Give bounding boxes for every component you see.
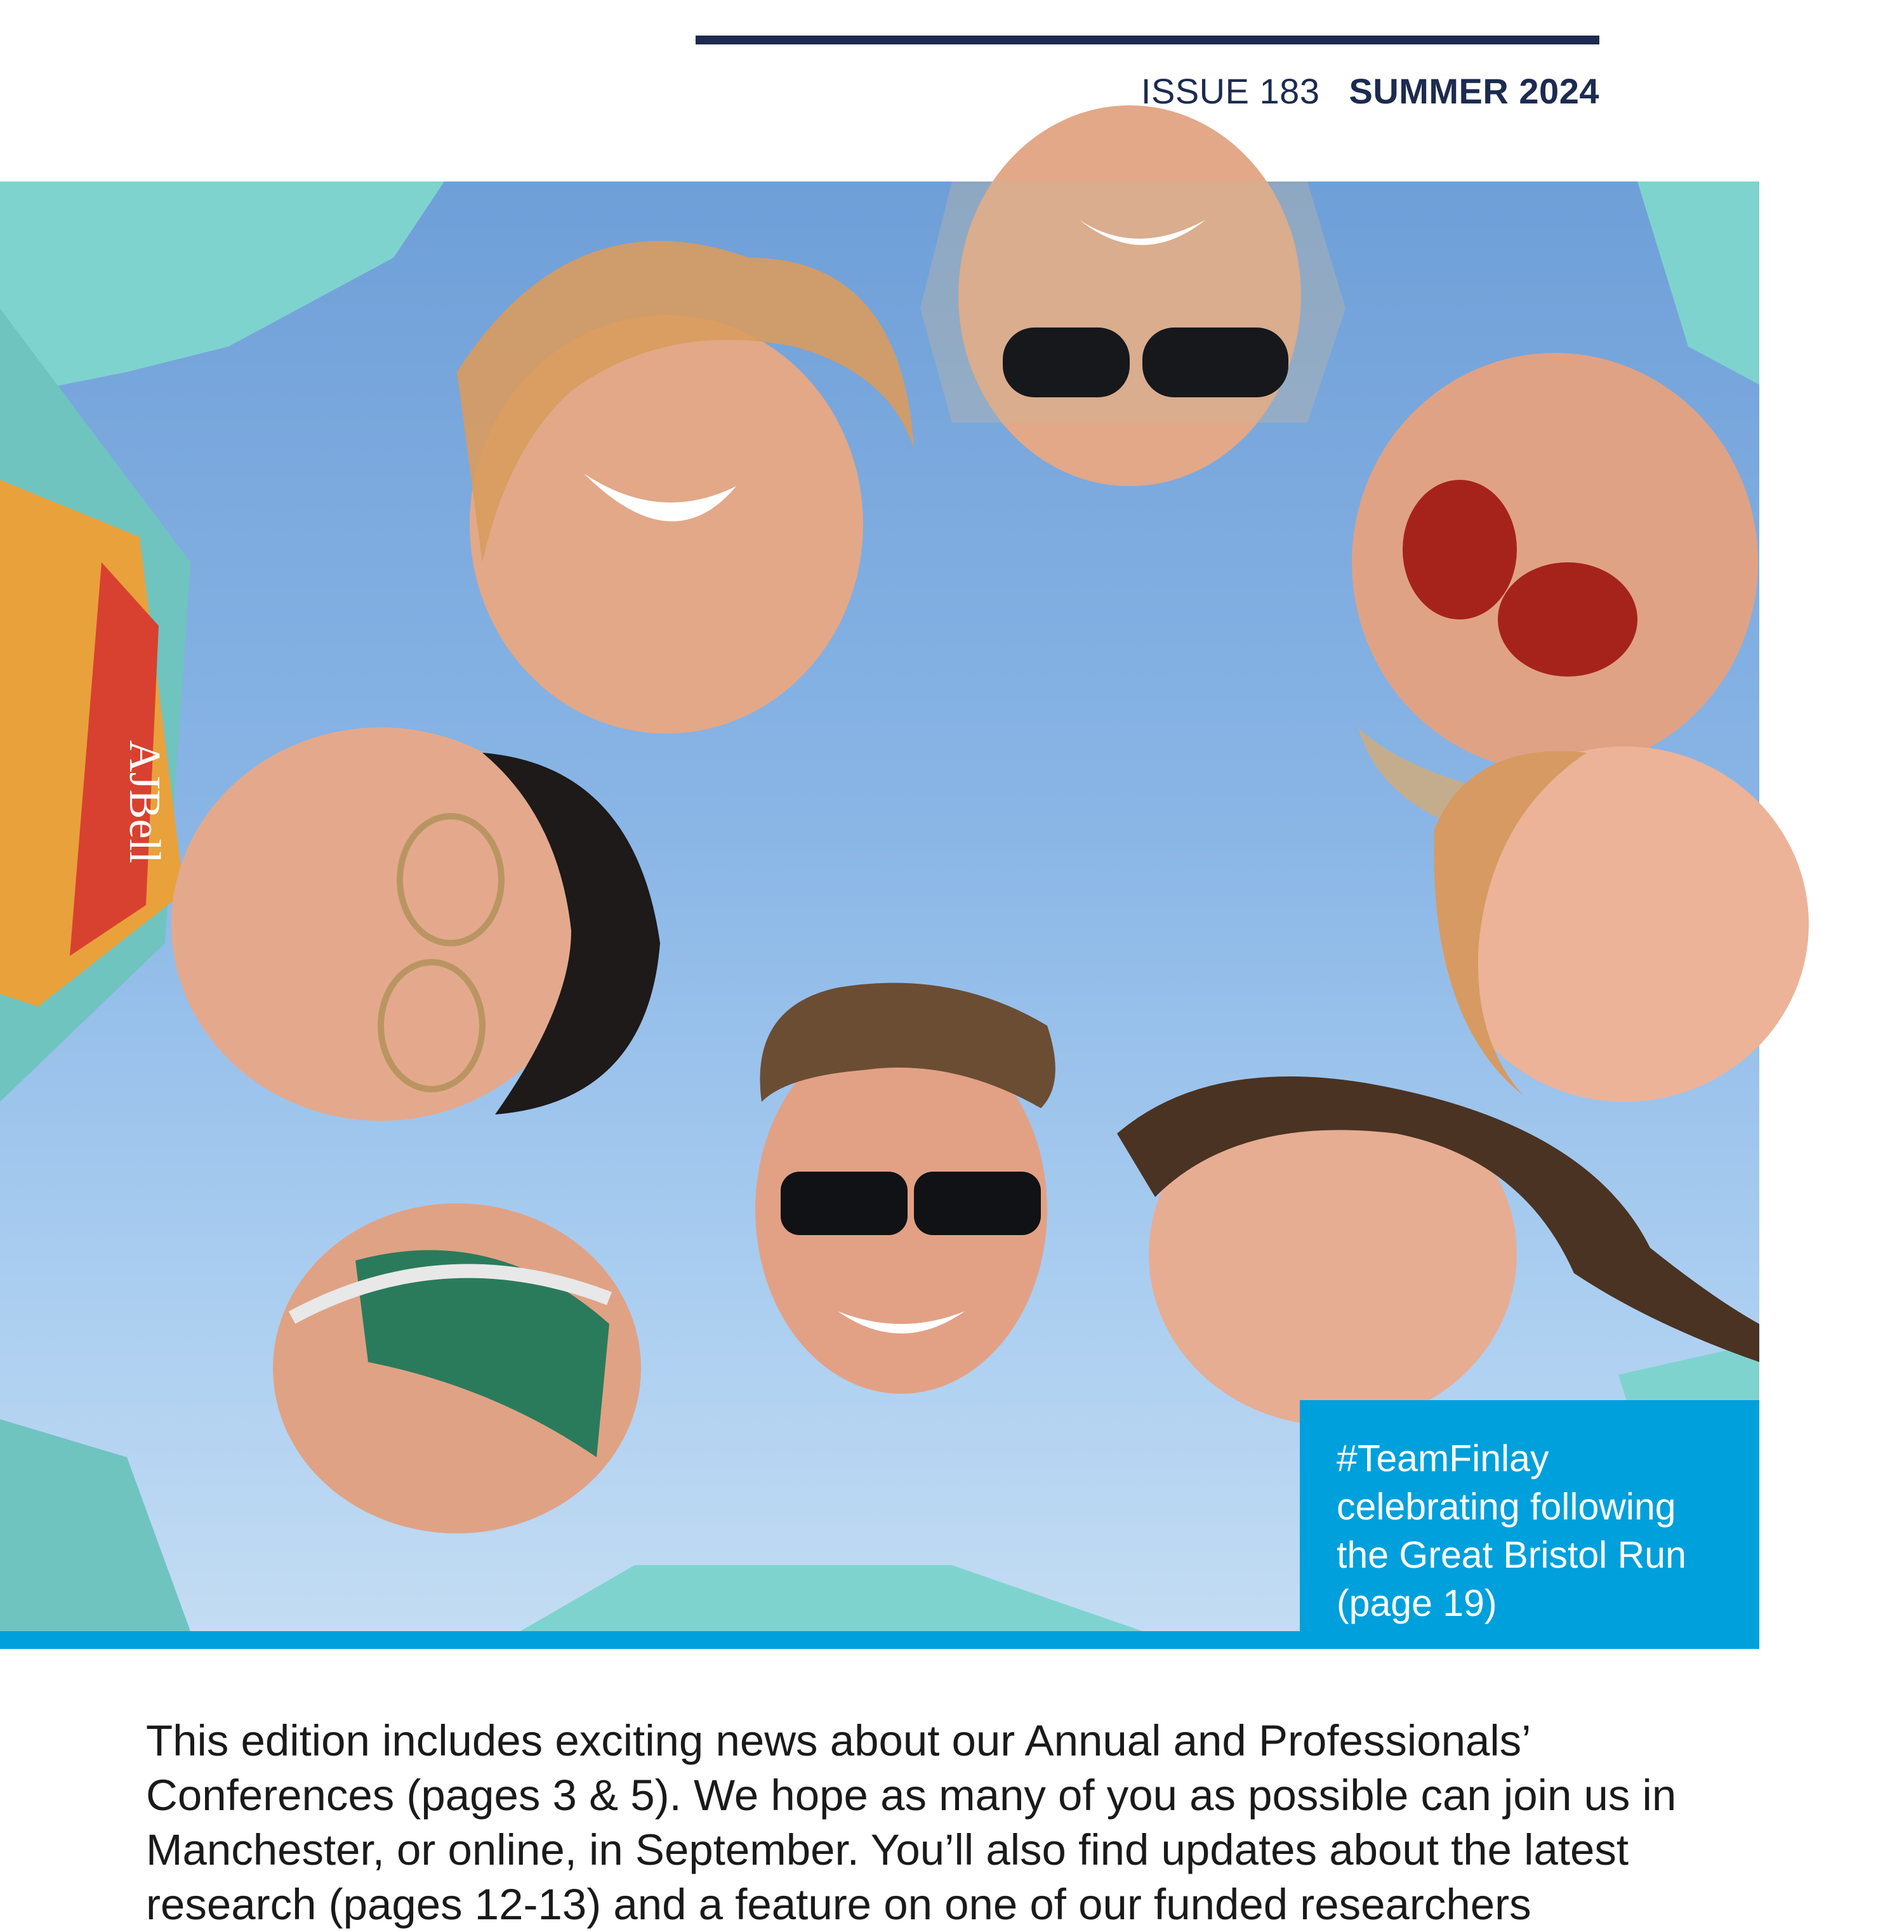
photo-caption: #TeamFinlay celebrating following the Great Bristol Run (page 19) <box>1337 1438 1686 1624</box>
header-rule <box>696 36 1599 44</box>
issue-season: SUMMER 2024 <box>1349 71 1599 111</box>
bib-text: AJBell <box>120 740 169 864</box>
issue-number: ISSUE 183 <box>1140 71 1320 111</box>
sunglasses-dark <box>781 1172 908 1235</box>
sunglasses-red <box>1403 480 1517 619</box>
intro-paragraph: This edition includes exciting news about our Annual and Professionals’ Conferences (pages 3 & 5). We hope as many of you as possible can join us in Manchester, or online, in September. You’ll also find updates about the latest research (pages 12-13) and a feature on one of our funded researchers <box>146 1716 1677 1929</box>
sunglasses-top <box>1003 328 1130 397</box>
shirt-bottom-left <box>0 1419 190 1631</box>
photo-caption-box <box>1300 1400 1759 1649</box>
issue-header <box>1141 69 1599 114</box>
shirt-top-left <box>0 182 444 397</box>
shirt-top-right <box>1637 182 1759 385</box>
shirt-bottom-center <box>520 1565 1142 1631</box>
